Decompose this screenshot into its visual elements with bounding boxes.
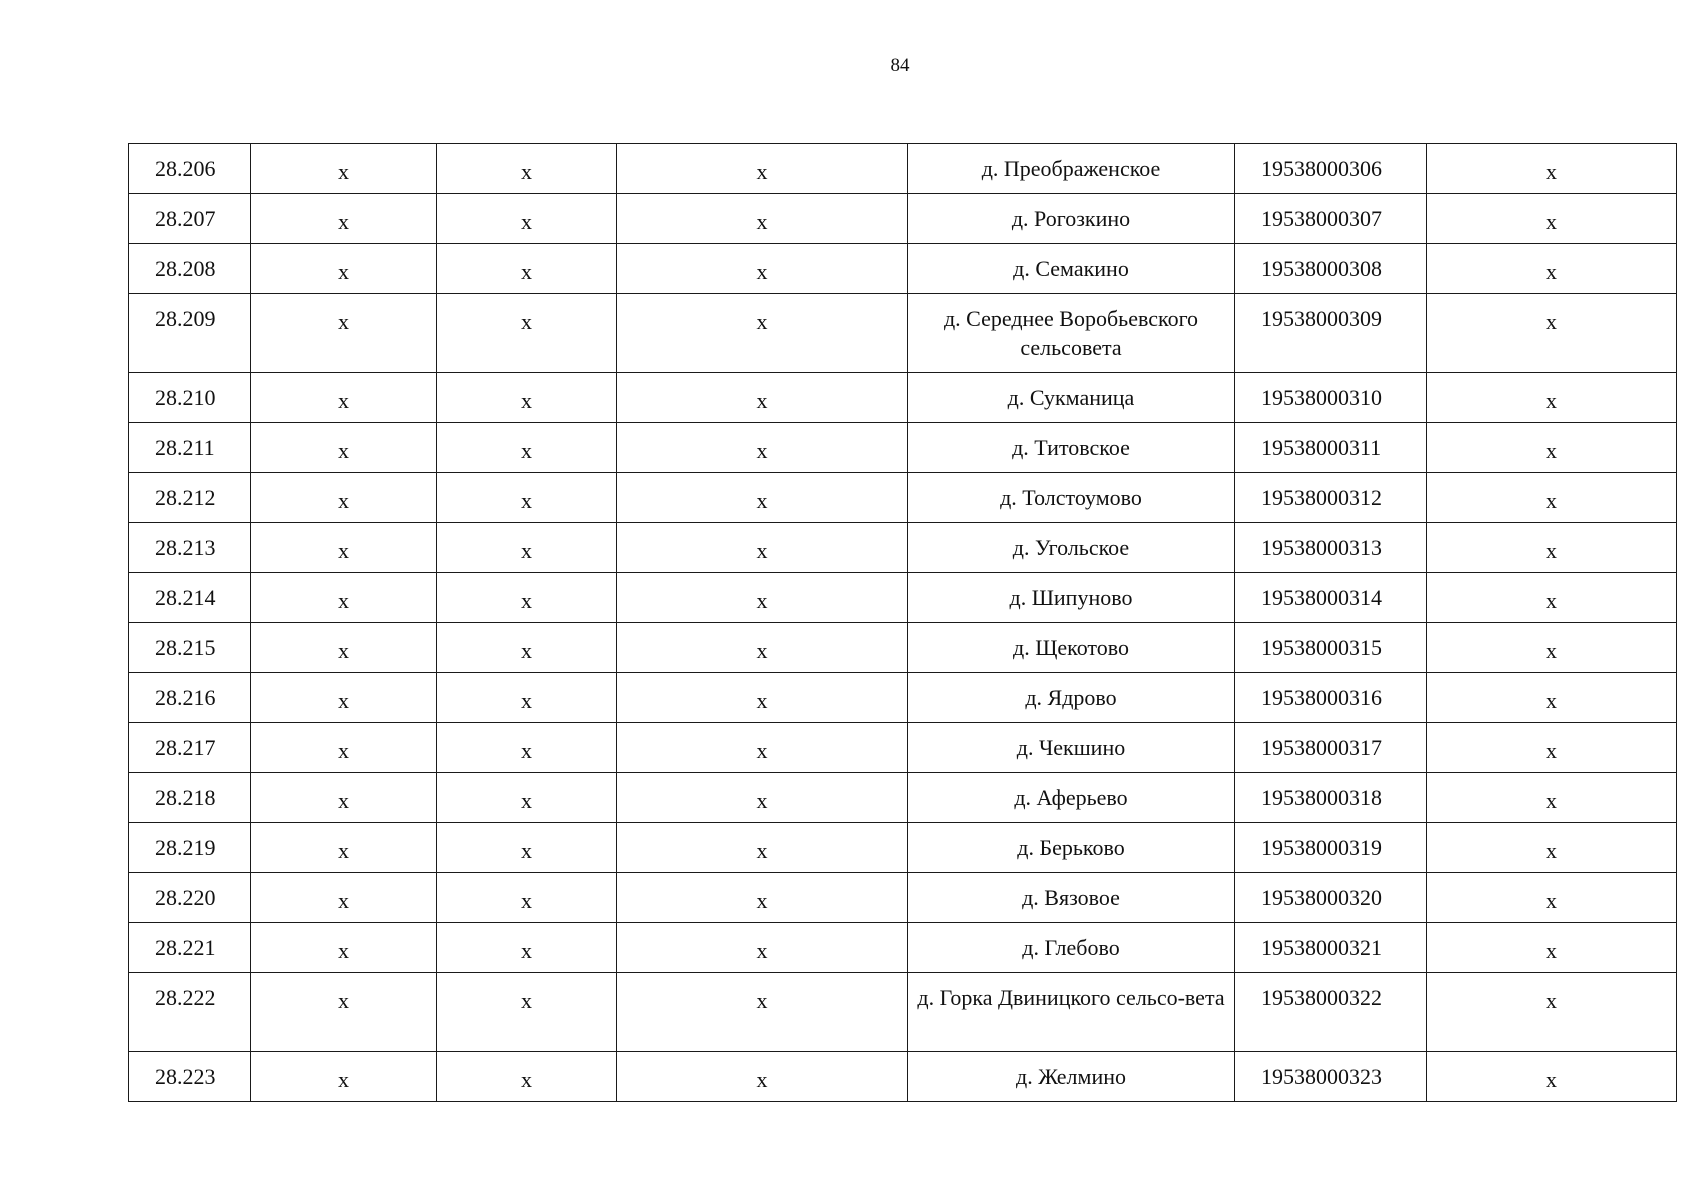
- column-4-cell-text: x: [756, 309, 768, 334]
- oktmo-code-cell: [1235, 523, 1427, 573]
- settlement-name-cell-text: д. Рогозкино: [1011, 206, 1131, 231]
- table-row: [129, 1052, 1677, 1102]
- oktmo-code-cell: [1235, 773, 1427, 823]
- row-number-cell-text: 28.219: [155, 835, 216, 860]
- oktmo-code-cell: [1235, 373, 1427, 423]
- oktmo-code-cell: [1235, 1052, 1427, 1102]
- column-2-cell: [251, 623, 437, 673]
- settlement-name-cell: [908, 823, 1235, 873]
- table-row: [129, 573, 1677, 623]
- column-4-cell: [617, 873, 908, 923]
- column-4-cell-text: x: [756, 388, 768, 413]
- column-3-cell-text: x: [521, 538, 532, 563]
- column-3-cell-text: x: [521, 838, 532, 863]
- column-4-cell-text: x: [756, 738, 768, 763]
- column-3-cell-text: x: [521, 159, 532, 184]
- column-2-cell-text: x: [338, 488, 349, 513]
- row-number-cell: [129, 823, 251, 873]
- column-7-cell-text: x: [1546, 838, 1557, 863]
- oktmo-code-cell: [1235, 823, 1427, 873]
- column-3-cell: [437, 573, 617, 623]
- oktmo-code-cell-text: 19538000312: [1261, 485, 1382, 510]
- column-4-cell: [617, 473, 908, 523]
- row-number-cell-text: 28.206: [155, 156, 216, 181]
- table-row: [129, 294, 1677, 373]
- oktmo-code-cell-text: 19538000309: [1261, 306, 1382, 331]
- oktmo-code-cell: [1235, 973, 1427, 1052]
- column-2-cell: [251, 144, 437, 194]
- table-row: [129, 873, 1677, 923]
- column-4-cell-text: x: [756, 438, 768, 463]
- column-4-cell: [617, 373, 908, 423]
- column-4-cell: [617, 144, 908, 194]
- column-4-cell-text: x: [756, 488, 768, 513]
- oktmo-code-cell-text: 19538000316: [1261, 685, 1382, 710]
- row-number-cell: [129, 773, 251, 823]
- settlement-name-cell-text: д. Угольское: [1012, 535, 1130, 560]
- table-row: [129, 973, 1677, 1052]
- column-2-cell-text: x: [338, 159, 349, 184]
- column-2-cell: [251, 973, 437, 1052]
- column-3-cell-text: x: [521, 888, 532, 913]
- column-2-cell-text: x: [338, 938, 349, 963]
- table-row: [129, 194, 1677, 244]
- row-number-cell: [129, 973, 251, 1052]
- column-7-cell: [1427, 1052, 1677, 1102]
- oktmo-code-cell-text: 19538000323: [1261, 1064, 1382, 1089]
- row-number-cell: [129, 623, 251, 673]
- column-4-cell: [617, 823, 908, 873]
- column-7-cell: [1427, 673, 1677, 723]
- table-row: [129, 473, 1677, 523]
- row-number-cell: [129, 194, 251, 244]
- oktmo-code-cell: [1235, 423, 1427, 473]
- table-body: [129, 144, 1677, 1102]
- oktmo-code-cell: [1235, 873, 1427, 923]
- row-number-cell: [129, 473, 251, 523]
- column-2-cell-text: x: [338, 309, 349, 334]
- row-number-cell-text: 28.210: [155, 385, 216, 410]
- column-3-cell: [437, 423, 617, 473]
- column-7-cell-text: x: [1546, 438, 1557, 463]
- column-7-cell-text: x: [1546, 1067, 1557, 1092]
- row-number-cell: [129, 873, 251, 923]
- column-7-cell: [1427, 923, 1677, 973]
- table-row: [129, 623, 1677, 673]
- column-3-cell-text: x: [521, 209, 532, 234]
- oktmo-code-cell: [1235, 473, 1427, 523]
- column-3-cell: [437, 873, 617, 923]
- settlement-name-cell: [908, 873, 1235, 923]
- column-2-cell: [251, 294, 437, 373]
- settlement-name-cell: [908, 673, 1235, 723]
- settlement-name-cell: [908, 773, 1235, 823]
- column-4-cell: [617, 623, 908, 673]
- settlement-name-cell-text: д. Чекшино: [1016, 735, 1126, 760]
- column-3-cell-text: x: [521, 259, 532, 284]
- column-3-cell: [437, 523, 617, 573]
- column-2-cell-text: x: [338, 388, 349, 413]
- column-2-cell-text: x: [338, 209, 349, 234]
- column-4-cell-text: x: [756, 888, 768, 913]
- column-2-cell-text: x: [338, 538, 349, 563]
- settlement-table: [128, 143, 1677, 1102]
- settlement-name-cell: [908, 573, 1235, 623]
- column-3-cell: [437, 244, 617, 294]
- settlement-name-cell: [908, 373, 1235, 423]
- column-3-cell-text: x: [521, 738, 532, 763]
- column-7-cell: [1427, 623, 1677, 673]
- row-number-cell-text: 28.223: [155, 1064, 216, 1089]
- column-4-cell-text: x: [756, 1067, 768, 1092]
- row-number-cell: [129, 573, 251, 623]
- settlement-name-cell-text: д. Середнее Воробьевского сельсовета: [943, 306, 1199, 360]
- column-7-cell: [1427, 823, 1677, 873]
- column-7-cell-text: x: [1546, 488, 1557, 513]
- table-row: [129, 244, 1677, 294]
- column-3-cell-text: x: [521, 1067, 532, 1092]
- column-4-cell-text: x: [756, 209, 768, 234]
- table-row: [129, 423, 1677, 473]
- column-7-cell-text: x: [1546, 159, 1557, 184]
- oktmo-code-cell-text: 19538000308: [1261, 256, 1382, 281]
- row-number-cell: [129, 523, 251, 573]
- settlement-name-cell-text: д. Толстоумово: [1000, 485, 1142, 510]
- settlement-name-cell-text: д. Желмино: [1016, 1064, 1126, 1089]
- column-3-cell: [437, 623, 617, 673]
- column-3-cell: [437, 773, 617, 823]
- column-3-cell: [437, 823, 617, 873]
- column-2-cell: [251, 523, 437, 573]
- oktmo-code-cell: [1235, 144, 1427, 194]
- settlement-name-cell-text: д. Ядрово: [1025, 685, 1117, 710]
- column-7-cell: [1427, 244, 1677, 294]
- column-4-cell: [617, 244, 908, 294]
- row-number-cell: [129, 144, 251, 194]
- column-7-cell-text: x: [1546, 388, 1557, 413]
- settlement-name-cell-text: д. Шипуново: [1009, 585, 1133, 610]
- column-3-cell-text: x: [521, 438, 532, 463]
- table-row: [129, 373, 1677, 423]
- column-4-cell-text: x: [756, 988, 768, 1013]
- column-3-cell: [437, 294, 617, 373]
- row-number-cell-text: 28.214: [155, 585, 216, 610]
- row-number-cell-text: 28.218: [155, 785, 216, 810]
- oktmo-code-cell: [1235, 673, 1427, 723]
- column-2-cell: [251, 1052, 437, 1102]
- settlement-name-cell-text: д. Семакино: [1013, 256, 1129, 281]
- table-row: [129, 923, 1677, 973]
- oktmo-code-cell-text: 19538000306: [1261, 156, 1382, 181]
- column-2-cell: [251, 573, 437, 623]
- column-2-cell: [251, 423, 437, 473]
- oktmo-code-cell-text: 19538000314: [1261, 585, 1382, 610]
- settlement-name-cell-text: д. Вязовое: [1022, 885, 1120, 910]
- column-7-cell: [1427, 973, 1677, 1052]
- column-2-cell: [251, 773, 437, 823]
- column-3-cell-text: x: [521, 588, 532, 613]
- column-3-cell: [437, 923, 617, 973]
- column-3-cell-text: x: [521, 388, 532, 413]
- settlement-name-cell: [908, 423, 1235, 473]
- column-4-cell: [617, 973, 908, 1052]
- column-3-cell-text: x: [521, 309, 532, 334]
- column-4-cell-text: x: [756, 938, 768, 963]
- table-row: [129, 523, 1677, 573]
- column-4-cell: [617, 194, 908, 244]
- column-4-cell: [617, 1052, 908, 1102]
- oktmo-code-cell-text: 19538000319: [1261, 835, 1382, 860]
- column-3-cell-text: x: [521, 988, 532, 1013]
- row-number-cell: [129, 923, 251, 973]
- column-2-cell-text: x: [338, 738, 349, 763]
- oktmo-code-cell-text: 19538000313: [1261, 535, 1382, 560]
- column-7-cell-text: x: [1546, 888, 1557, 913]
- row-number-cell-text: 28.212: [155, 485, 216, 510]
- table-row: [129, 823, 1677, 873]
- column-2-cell: [251, 194, 437, 244]
- settlement-name-cell: [908, 1052, 1235, 1102]
- column-2-cell-text: x: [338, 888, 349, 913]
- table-row: [129, 723, 1677, 773]
- column-7-cell: [1427, 473, 1677, 523]
- settlement-name-cell-text: д. Преображенское: [981, 156, 1161, 181]
- oktmo-code-cell-text: 19538000307: [1261, 206, 1382, 231]
- settlement-name-cell: [908, 623, 1235, 673]
- settlement-name-cell: [908, 144, 1235, 194]
- column-7-cell-text: x: [1546, 538, 1557, 563]
- row-number-cell: [129, 423, 251, 473]
- oktmo-code-cell: [1235, 923, 1427, 973]
- oktmo-code-cell-text: 19538000318: [1261, 785, 1382, 810]
- row-number-cell: [129, 373, 251, 423]
- column-4-cell: [617, 723, 908, 773]
- column-7-cell: [1427, 873, 1677, 923]
- oktmo-code-cell: [1235, 573, 1427, 623]
- settlement-name-cell: [908, 973, 1235, 1052]
- column-2-cell-text: x: [338, 988, 349, 1013]
- settlement-name-cell: [908, 473, 1235, 523]
- column-3-cell-text: x: [521, 788, 532, 813]
- column-4-cell: [617, 294, 908, 373]
- column-2-cell-text: x: [338, 638, 349, 663]
- column-4-cell-text: x: [756, 538, 768, 563]
- row-number-cell: [129, 1052, 251, 1102]
- row-number-cell-text: 28.208: [155, 256, 216, 281]
- column-7-cell-text: x: [1546, 209, 1557, 234]
- column-4-cell: [617, 923, 908, 973]
- column-2-cell-text: x: [338, 788, 349, 813]
- settlement-name-cell-text: д. Титовское: [1012, 435, 1130, 460]
- column-7-cell: [1427, 523, 1677, 573]
- column-7-cell: [1427, 194, 1677, 244]
- table-row: [129, 673, 1677, 723]
- column-7-cell-text: x: [1546, 688, 1557, 713]
- row-number-cell-text: 28.216: [155, 685, 216, 710]
- column-3-cell: [437, 373, 617, 423]
- column-2-cell-text: x: [338, 438, 349, 463]
- column-4-cell-text: x: [756, 688, 768, 713]
- column-3-cell-text: x: [521, 938, 532, 963]
- column-2-cell: [251, 373, 437, 423]
- row-number-cell: [129, 244, 251, 294]
- column-3-cell: [437, 723, 617, 773]
- column-7-cell-text: x: [1546, 788, 1557, 813]
- table-row: [129, 144, 1677, 194]
- oktmo-code-cell: [1235, 723, 1427, 773]
- column-2-cell: [251, 923, 437, 973]
- column-7-cell-text: x: [1546, 259, 1557, 284]
- column-2-cell: [251, 473, 437, 523]
- row-number-cell-text: 28.220: [155, 885, 216, 910]
- column-7-cell: [1427, 573, 1677, 623]
- oktmo-code-cell: [1235, 294, 1427, 373]
- column-2-cell: [251, 673, 437, 723]
- column-7-cell: [1427, 373, 1677, 423]
- row-number-cell-text: 28.207: [155, 206, 216, 231]
- column-2-cell: [251, 244, 437, 294]
- column-7-cell-text: x: [1546, 938, 1557, 963]
- column-4-cell: [617, 523, 908, 573]
- column-2-cell: [251, 823, 437, 873]
- settlement-name-cell-text: д. Глебово: [1022, 935, 1120, 960]
- column-3-cell: [437, 473, 617, 523]
- settlement-name-cell-text: д. Аферьево: [1014, 785, 1128, 810]
- page-number: 84: [890, 55, 910, 76]
- column-7-cell-text: x: [1546, 638, 1557, 663]
- column-7-cell: [1427, 144, 1677, 194]
- column-3-cell: [437, 1052, 617, 1102]
- settlement-name-cell: [908, 294, 1235, 373]
- column-7-cell-text: x: [1546, 309, 1557, 334]
- oktmo-code-cell-text: 19538000322: [1261, 985, 1382, 1010]
- oktmo-code-cell: [1235, 623, 1427, 673]
- settlement-name-cell-text: д. Горка Двиницкого сельсо-вета: [917, 985, 1225, 1010]
- column-4-cell-text: x: [756, 588, 768, 613]
- settlement-name-cell: [908, 923, 1235, 973]
- column-7-cell: [1427, 294, 1677, 373]
- column-4-cell-text: x: [756, 838, 768, 863]
- column-2-cell-text: x: [338, 588, 349, 613]
- column-3-cell: [437, 194, 617, 244]
- settlement-name-cell: [908, 723, 1235, 773]
- row-number-cell: [129, 294, 251, 373]
- column-2-cell-text: x: [338, 838, 349, 863]
- column-7-cell-text: x: [1546, 738, 1557, 763]
- oktmo-code-cell-text: 19538000311: [1261, 435, 1382, 460]
- column-4-cell: [617, 423, 908, 473]
- settlement-name-cell: [908, 523, 1235, 573]
- column-2-cell-text: x: [338, 688, 349, 713]
- column-4-cell: [617, 673, 908, 723]
- column-3-cell: [437, 973, 617, 1052]
- column-4-cell: [617, 773, 908, 823]
- row-number-cell-text: 28.213: [155, 535, 216, 560]
- row-number-cell: [129, 723, 251, 773]
- oktmo-code-cell-text: 19538000321: [1261, 935, 1382, 960]
- column-3-cell: [437, 144, 617, 194]
- row-number-cell-text: 28.211: [155, 435, 215, 460]
- column-2-cell: [251, 723, 437, 773]
- column-2-cell-text: x: [338, 259, 349, 284]
- column-3-cell: [437, 673, 617, 723]
- oktmo-code-cell: [1235, 244, 1427, 294]
- column-4-cell-text: x: [756, 259, 768, 284]
- table-row: [129, 773, 1677, 823]
- column-4-cell-text: x: [756, 788, 768, 813]
- oktmo-code-cell-text: 19538000320: [1261, 885, 1382, 910]
- oktmo-code-cell: [1235, 194, 1427, 244]
- column-7-cell: [1427, 723, 1677, 773]
- row-number-cell-text: 28.217: [155, 735, 216, 760]
- oktmo-code-cell-text: 19538000315: [1261, 635, 1382, 660]
- row-number-cell: [129, 673, 251, 723]
- column-4-cell: [617, 573, 908, 623]
- settlement-name-cell-text: д. Щекотово: [1013, 635, 1129, 660]
- column-4-cell-text: x: [756, 159, 768, 184]
- settlement-name-cell: [908, 194, 1235, 244]
- row-number-cell-text: 28.209: [155, 306, 216, 331]
- column-4-cell-text: x: [756, 638, 768, 663]
- settlement-name-cell-text: д. Сукманица: [1007, 385, 1135, 410]
- column-3-cell-text: x: [521, 688, 532, 713]
- column-2-cell-text: x: [338, 1067, 349, 1092]
- column-3-cell-text: x: [521, 638, 532, 663]
- column-7-cell-text: x: [1546, 988, 1557, 1013]
- row-number-cell-text: 28.215: [155, 635, 216, 660]
- oktmo-code-cell-text: 19538000310: [1261, 385, 1382, 410]
- settlement-name-cell: [908, 244, 1235, 294]
- row-number-cell-text: 28.222: [155, 985, 216, 1010]
- column-2-cell: [251, 873, 437, 923]
- column-3-cell-text: x: [521, 488, 532, 513]
- column-7-cell-text: x: [1546, 588, 1557, 613]
- settlement-name-cell-text: д. Берьково: [1017, 835, 1125, 860]
- column-7-cell: [1427, 423, 1677, 473]
- column-7-cell: [1427, 773, 1677, 823]
- row-number-cell-text: 28.221: [155, 935, 216, 960]
- oktmo-code-cell-text: 19538000317: [1261, 735, 1382, 760]
